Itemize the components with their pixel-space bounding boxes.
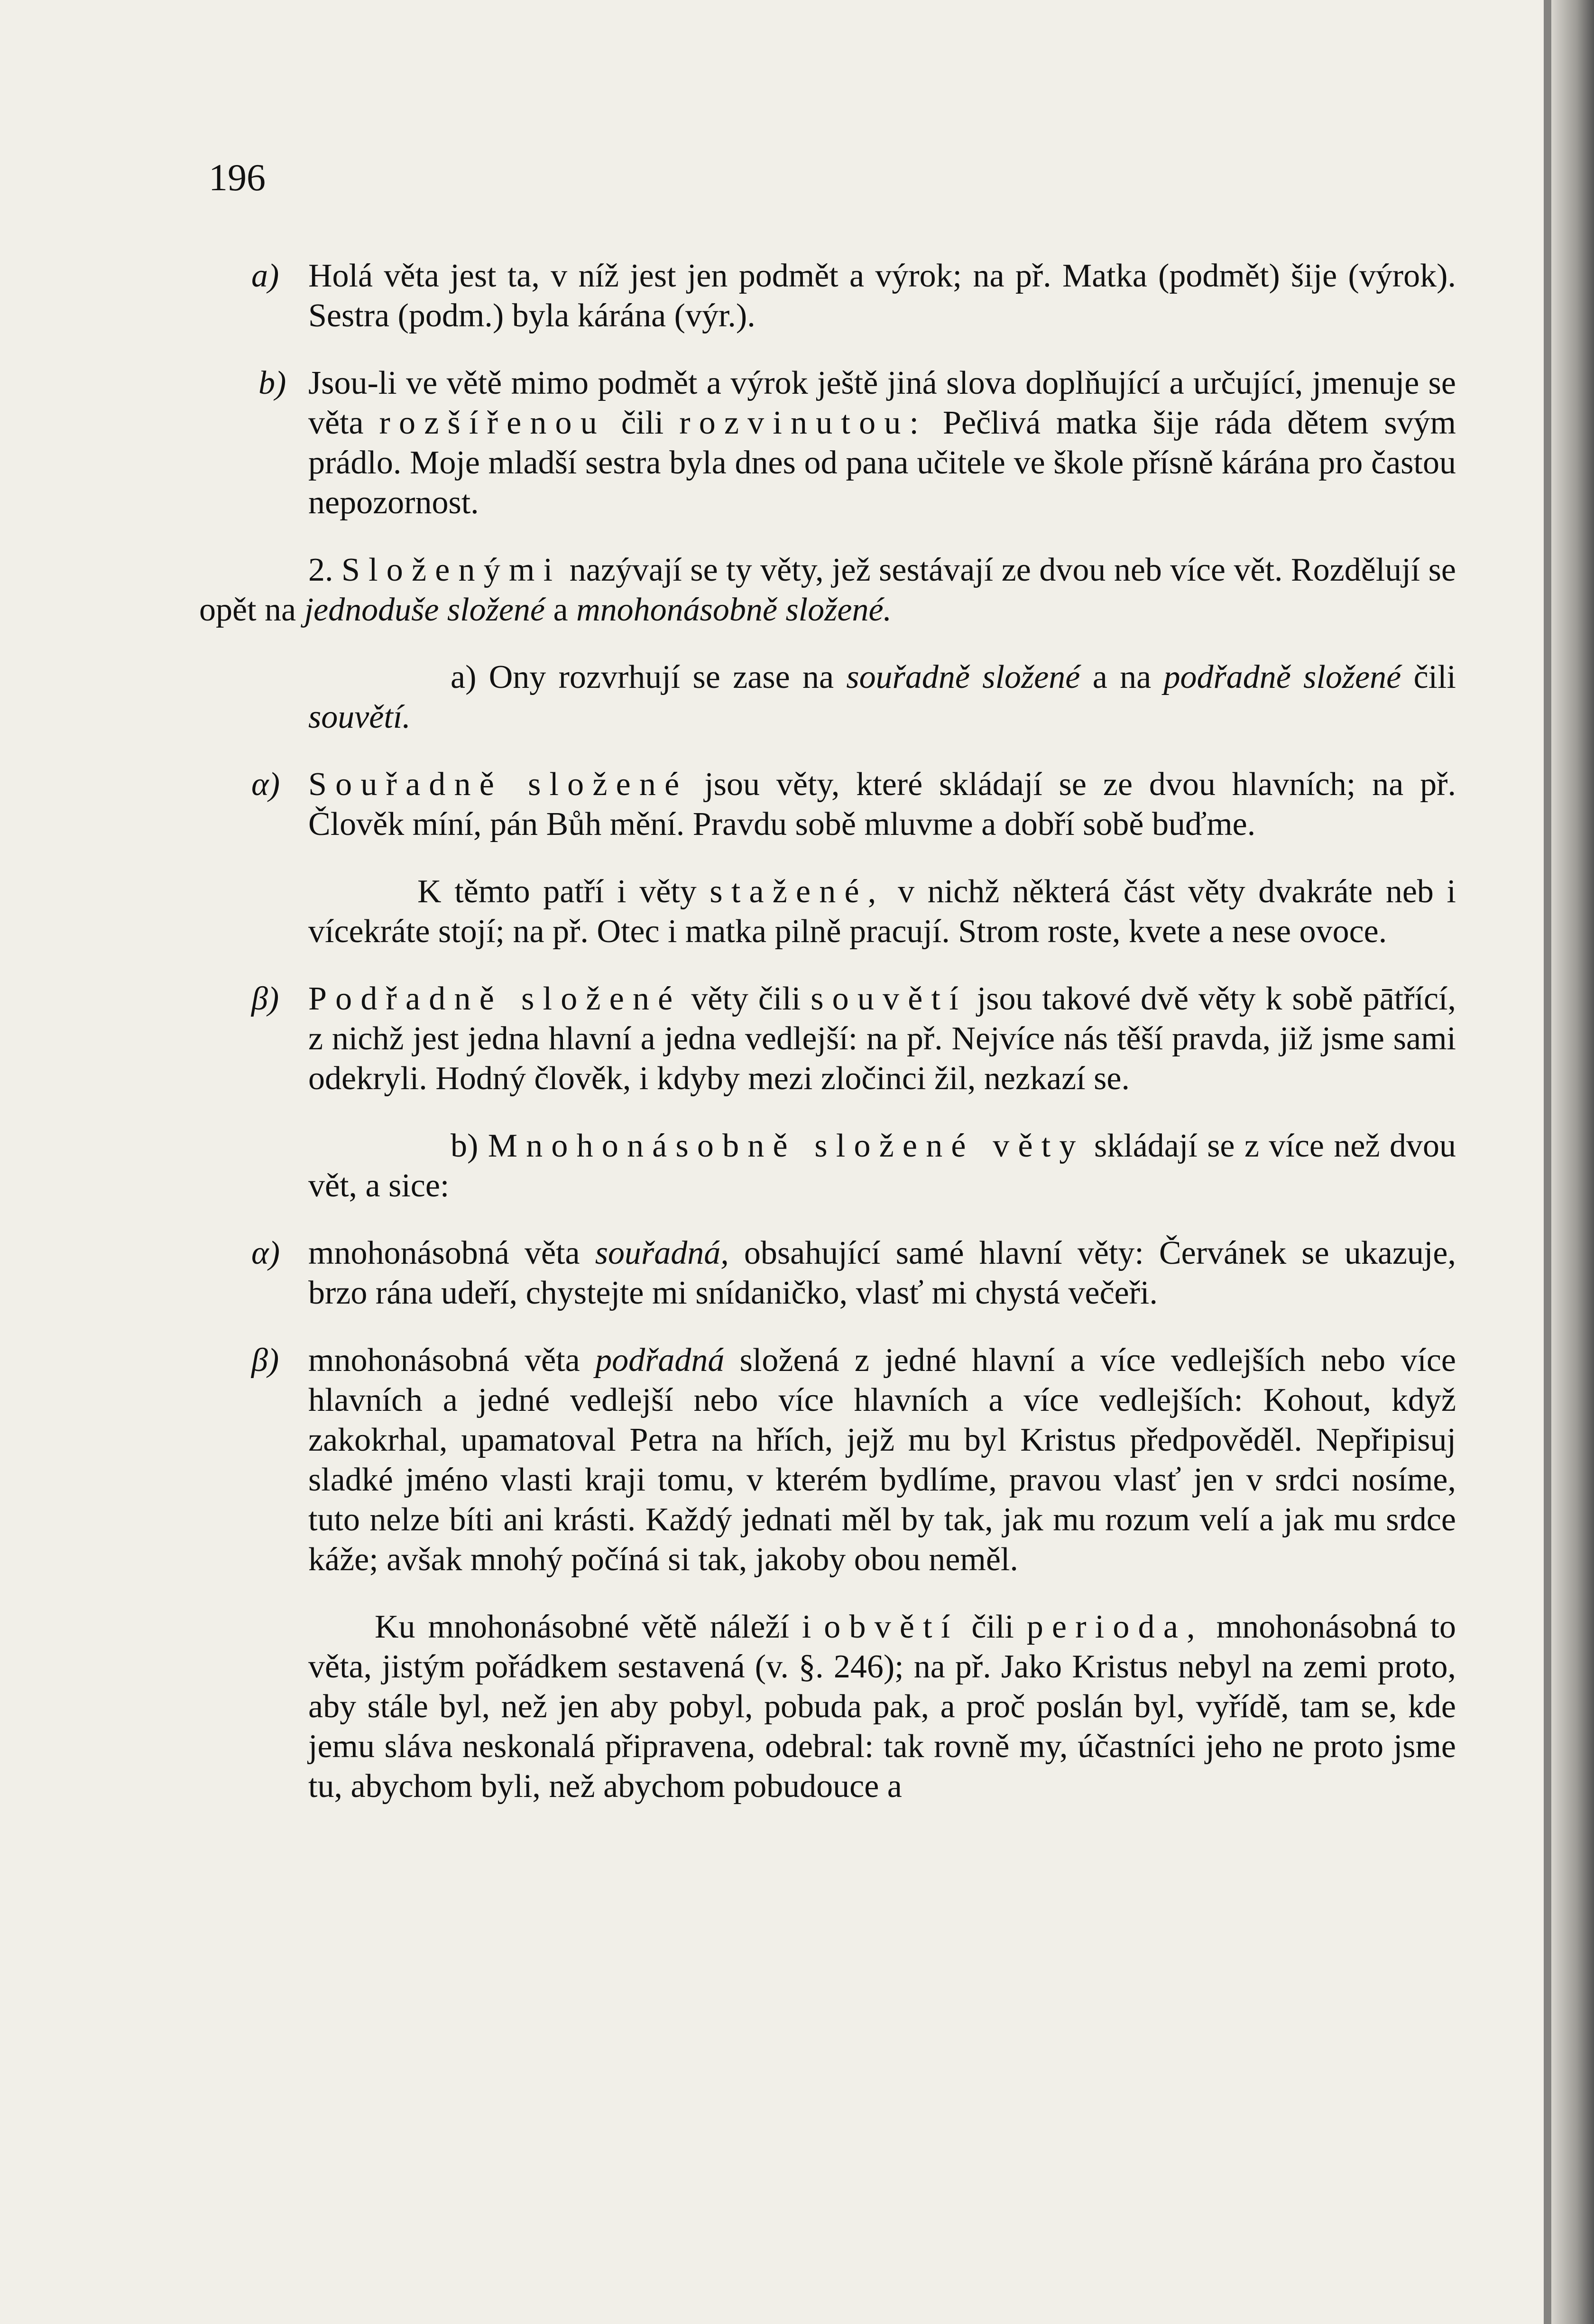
item-label: a) [251,258,279,294]
paragraph-text: jsou věty, které skládají se ze dvou hlavních; na př. Člověk míní, pán Bůh mění. Pravdu sobě mluvme a dobří sobě buďme. [308,766,1456,843]
item-label: α) [251,766,280,803]
spaced-term: obvětí [824,1609,959,1645]
paragraph-text: 2. [308,552,342,588]
paragraph-2 [199,550,1456,630]
paragraph-text: čili [1401,659,1456,695]
paragraph-text: čili [958,1609,1027,1645]
paragraph-text: Jsou-li ve větě mimo podmět a výrok ještě jiná slova doplňující a určující, jmenuje se věta [308,365,1456,441]
page-number: 196 [209,157,266,199]
item-label: β) [251,1342,279,1379]
paragraph-text: Pečlivá matka šije ráda dětem svým prádlo. Moje mladší sestra byla dnes od pana učitele ve škole přísně kárána pro častou nepozornost. [308,405,1456,521]
page-edge [1551,0,1594,2324]
paragraph-text: K těmto patří i věty [417,873,710,910]
paragraph-text: mnohonásobná věta [308,1342,596,1379]
italic-term: souvětí. [308,699,411,735]
paragraph-text: věty čili [681,981,811,1017]
paragraph-text: a na [1080,659,1164,695]
paragraph-text: a) Ony rozvrhují se zase na [451,659,847,695]
binding-shadow [1544,0,1551,2324]
spaced-term: Mnohonásobně složené věty [488,1128,1085,1164]
paragraph-text: v nichž některá část věty dvakráte neb i vícekráte stojí; na př. Otec i matka pilně pracují. Strom roste, kvete a nese ovoce. [308,873,1456,950]
paragraph-text: mnohonásobná věta [308,1235,595,1271]
paragraph-beta [199,979,1456,1099]
spaced-term: stažené, [709,873,885,910]
italic-term: souřadně složené [846,659,1080,695]
paragraph-ku [199,1607,1456,1806]
paragraph-b [199,363,1456,523]
italic-term: podřadná [595,1342,725,1379]
paragraph-b2 [199,1126,1456,1206]
spaced-term: souvětí [811,981,967,1017]
paragraph-text: Holá věta jest ta, v níž jest jen podmět a výrok; na př. Matka (podmět) šije (výrok). Sestra (podm.) byla kárána (výr.). [308,258,1456,334]
spaced-term: Složenými [341,552,562,588]
paragraph-text: čili [605,405,680,441]
item-label: β) [251,981,279,1017]
spaced-term: perioda, [1026,1609,1204,1645]
paragraph-text: složená z jedné hlavní a více vedlejších nebo více hlavních a jedné vedlejší nebo více hlavních a více vedlejších: Kohout, když zakokrhal, upamatoval Petra na hřích, jejž mu byl Kristus předpověděl. Nepřipisuj sladké jméno vlasti kraji tomu, v kterém bydlíme, pravou vlasť jen v srdci nosíme, tuto nelze bíti ani krásti. Každý jednati měl by tak, jak mu rozum velí a jak mu srdce káže; avšak mnohý počíná si tak, jakoby obou neměl. [308,1342,1456,1578]
paragraph-text: mnohonásobná to věta, jistým pořádkem sestavená (v. §. 246); na př. Jako Kristus nebyl na zemi proto, aby stále byl, než jen aby pobyl, pobuda pak, a proč poslán byl, vyřídě, tam se, kde jemu sláva neskonalá připravena, odebral: tak rovně my, účastníci jeho ne proto jsme tu, abychom byli, než abychom pobudouce a [308,1609,1456,1805]
item-label: α) [251,1235,280,1271]
paragraph-text: a [545,592,577,628]
paragraph-text: Ku mnohonásobné větě náleží i [375,1609,824,1645]
paragraph-a2 [199,657,1456,737]
paragraph-text: b) [451,1128,488,1164]
paragraph-text: nazývají se ty věty, jež sestávají ze dvou neb více vět. Rozdělují se opět na [199,552,1456,628]
spaced-term: rozvinutou: [679,405,928,441]
spaced-term: rozšířenou [379,405,606,441]
paragraph-alpha2 [199,1233,1456,1313]
spaced-term: Souřadně složené [308,766,688,803]
page-text [199,256,1456,1834]
paragraph-k [199,872,1456,952]
paragraph-beta2 [199,1341,1456,1580]
paragraph-a [199,256,1456,336]
paragraph-alpha [199,765,1456,844]
italic-term: souřadná, [595,1235,729,1271]
paragraph-text: skládají se z více než dvou vět, a sice: [308,1128,1456,1204]
paragraph-text: jsou takové dvě věty k sobě pātřící, z nichž jest jedna hlavní a jedna vedlejší: na př. Nejvíce nás těší pravda, již jsme sami odekryli. Hodný člověk, i kdyby mezi zločinci žil, nezkazí se. [308,981,1456,1097]
italic-term: podřadně složené [1163,659,1401,695]
paragraph-text: obsahující samé hlavní věty: Červánek se ukazuje, brzo rána udeří, chystejte mi snídaničko, vlasť mi chystá večeři. [308,1235,1456,1311]
italic-term: jednoduše složené [304,592,545,628]
italic-term: mnohonásobně složené. [576,592,892,628]
spaced-term: Podřadně složené [308,981,682,1017]
item-label: b) [258,365,286,401]
